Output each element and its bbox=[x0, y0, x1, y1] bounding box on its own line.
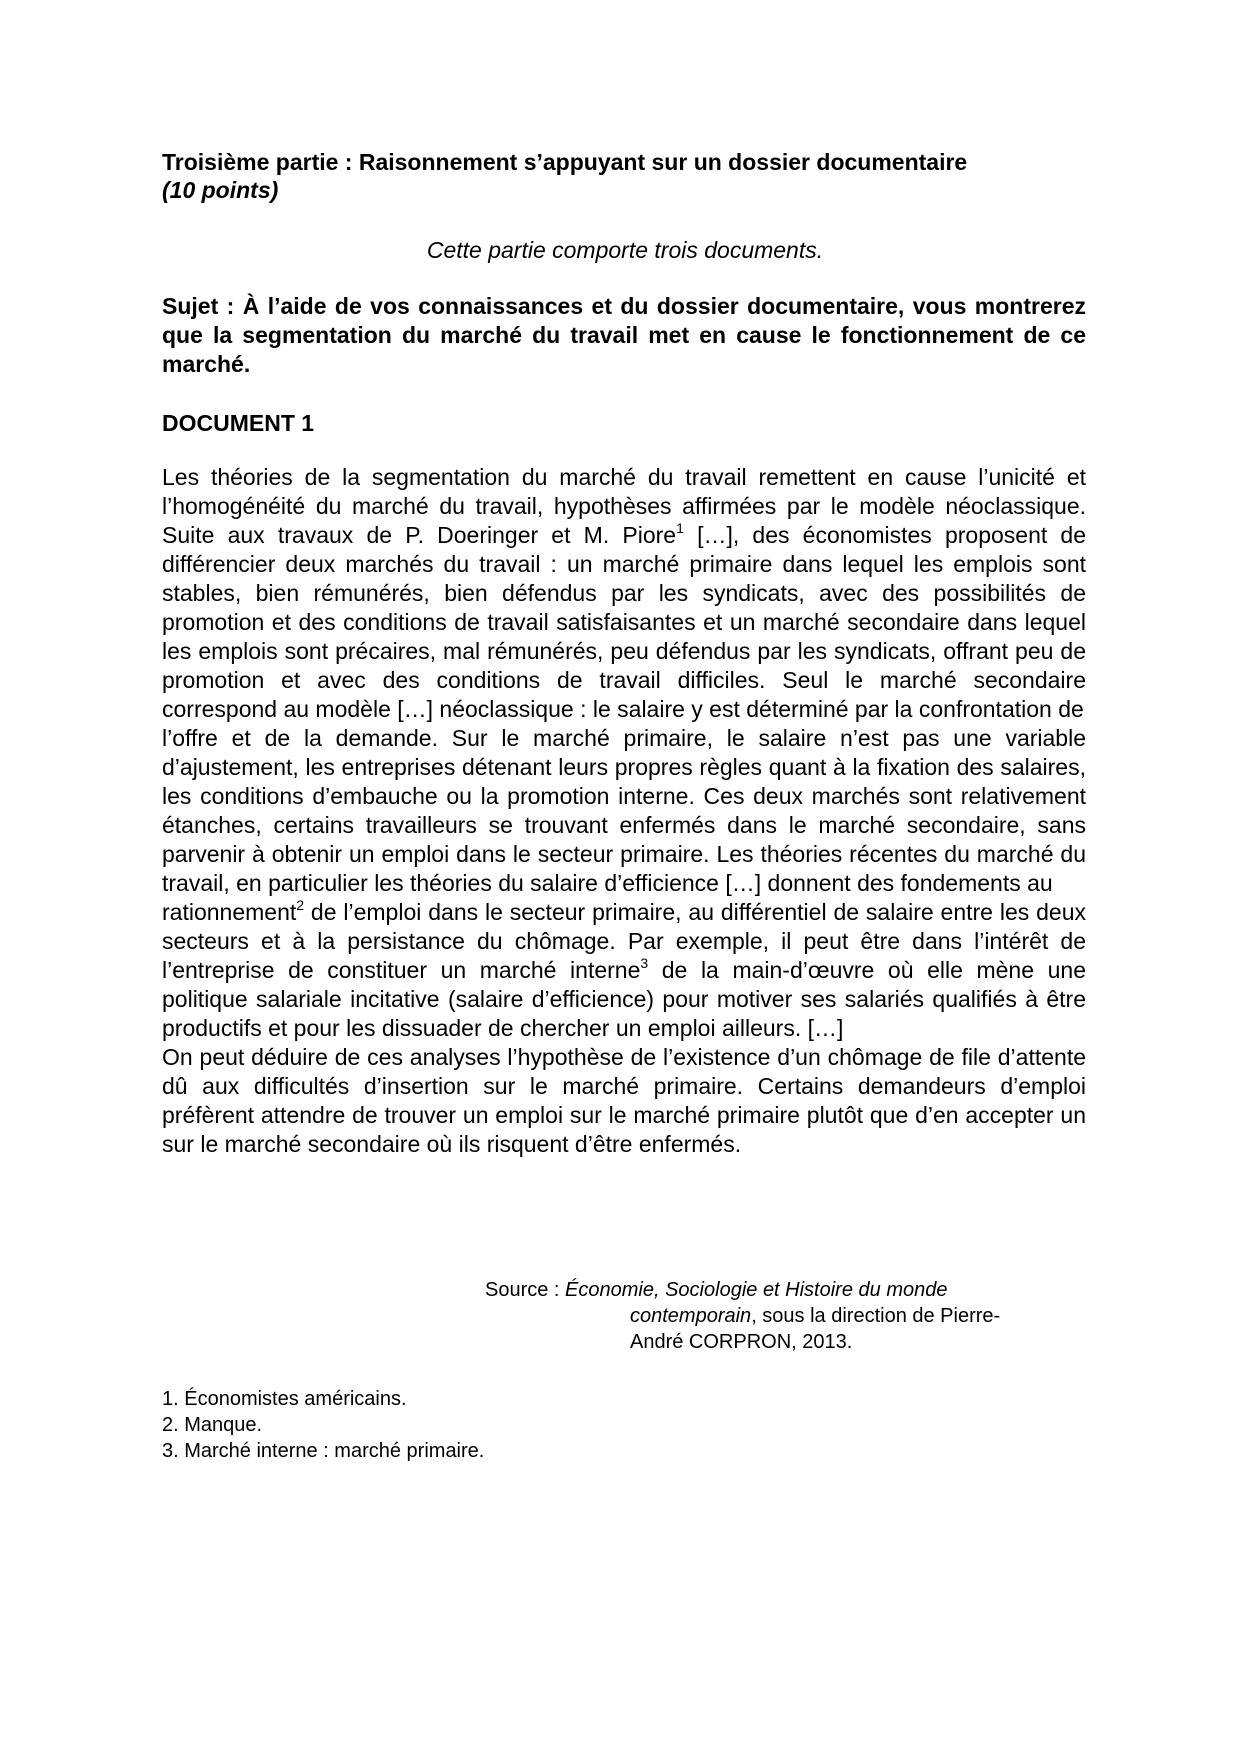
footnote-3: 3. Marché interne : marché primaire. bbox=[162, 1440, 485, 1462]
part-title-main: Troisième partie : Raisonnement s’appuyant sur un dossier documentaire bbox=[162, 149, 968, 175]
source-line-3: André CORPRON, 2013. bbox=[630, 1331, 853, 1353]
source-citation bbox=[485, 1277, 1085, 1355]
source-line-1 bbox=[485, 1277, 1085, 1303]
document-paragraph-4: On peut déduire de ces analyses l’hypothèse de l’existence d’un chômage de file d’attente dû aux difficultés d’insertion sur le marché primaire. Certains demandeurs d’emploi préfèrent attendre de trouver un emploi sur le marché primaire plutôt que d’en accepter un sur le marché secondaire où ils risquent d’être enfermés. bbox=[162, 1044, 1086, 1157]
part-title bbox=[162, 148, 1086, 204]
document-heading: DOCUMENT 1 bbox=[162, 410, 315, 436]
footnotes bbox=[162, 1386, 1086, 1464]
paragraph-3-text-a: rationnement bbox=[162, 899, 297, 925]
intro-line bbox=[0, 236, 1240, 264]
part-title-points: (10 points) bbox=[162, 177, 279, 203]
document-paragraph-1 bbox=[162, 463, 1086, 724]
footnote-1: 1. Économistes américains. bbox=[162, 1388, 407, 1410]
intro-text: Cette partie comporte trois documents. bbox=[426, 237, 824, 263]
footnote-ref-1: 1 bbox=[676, 520, 684, 537]
source-line-2 bbox=[485, 1303, 1085, 1329]
source-rest-a: , sous la direction de Pierre- bbox=[751, 1305, 1001, 1327]
source-prefix: Source : bbox=[485, 1279, 566, 1301]
document-paragraph-3 bbox=[162, 898, 1086, 1043]
paragraph-3-text-c: de la main-d’œuvre où elle mène une politique salariale incitative (salaire d’efficience) pour motiver ses salariés qualifiés à être productifs et pour les dissuader de chercher un emploi ailleurs. […] bbox=[162, 957, 1086, 1041]
source-title-b: contemporain bbox=[630, 1305, 752, 1327]
subject: Sujet : À l’aide de vos connaissances et du dossier documentaire, vous montrerez que la segmentation du marché du travail met en cause le fonctionnement de ce marché. bbox=[162, 293, 1086, 377]
document-body bbox=[162, 463, 1086, 1159]
footnote-ref-2: 2 bbox=[296, 897, 305, 914]
source-title-a: Économie, Sociologie et Histoire du monde bbox=[565, 1279, 948, 1301]
footnote-2: 2. Manque. bbox=[162, 1414, 263, 1436]
document-paragraph-2: l’offre et de la demande. Sur le marché primaire, le salaire n’est pas une variable d’ajustement, les entreprises détenant leurs propres règles quant à la fixation des salaires, les conditions d’embauche ou la promotion interne. Ces deux marchés sont relativement étanches, certains travailleurs se trouvant enfermés dans le marché secondaire, sans parvenir à obtenir un emploi dans le secteur primaire. Les théories récentes du marché du travail, en particulier les théories du salaire d’efficience […] donnent des fondements au bbox=[162, 725, 1086, 896]
paragraph-3-text-b: de l’emploi dans le secteur primaire, au différentiel de salaire entre les deux secteurs et à la persistance du chômage. Par exemple, il peut être dans l’intérêt de l’entreprise de constituer un marché interne bbox=[162, 899, 1086, 983]
paragraph-1-text-b: […], des économistes proposent de différencier deux marchés du travail : un marché primaire dans lequel les emplois sont stables, bien rémunérés, bien défendus par les syndicats, avec des possibilités de promotion et des conditions de travail satisfaisantes et un marché secondaire dans lequel les emplois sont précaires, mal rémunérés, peu défendus par les syndicats, offrant peu de promotion et avec des conditions de travail difficiles. Seul le marché secondaire correspond au modèle […] néoclassique : le salaire y est déterminé par la confrontation de bbox=[162, 522, 1087, 722]
footnote-ref-3: 3 bbox=[640, 955, 649, 972]
paragraph-1-text-a: Les théories de la segmentation du marché du travail remettent en cause l’unicité et l’homogénéité du marché du travail, hypothèses affirmées par le modèle néoclassique. Suite aux travaux de P. Doeringer et M. Piore bbox=[162, 464, 1086, 548]
